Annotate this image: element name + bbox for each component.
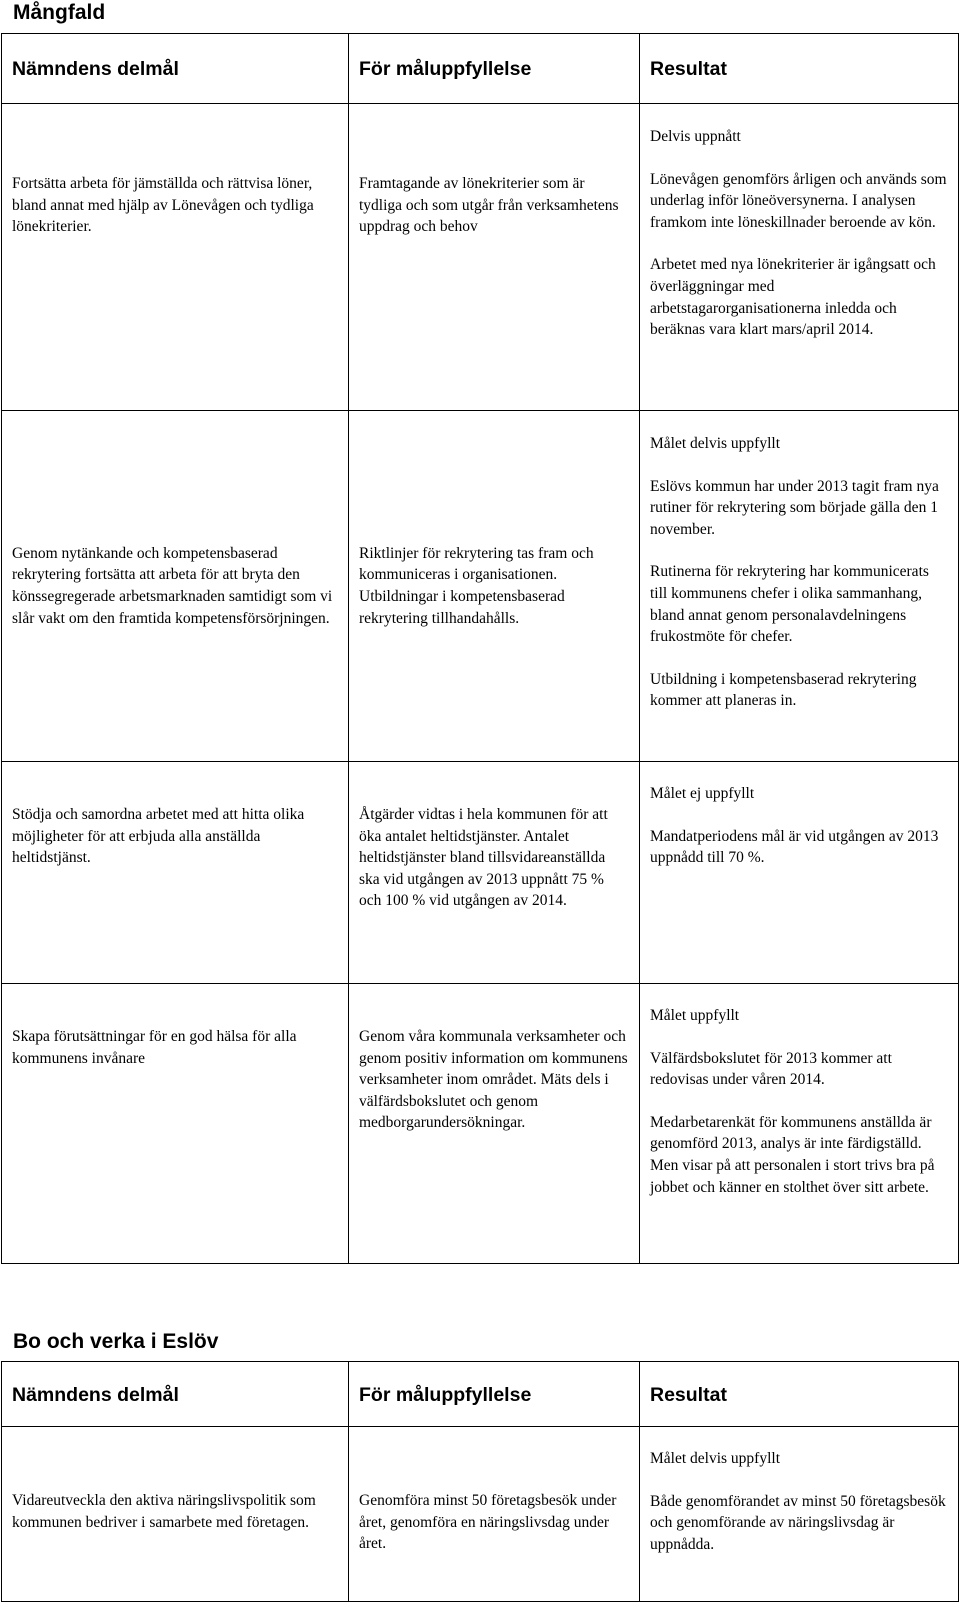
goal-text: Stödja och samordna arbetet med att hitta olika möjligheter för att erbjuda alla anställda heltidstjänst. xyxy=(12,806,305,867)
measure-text: Framtagande av lönekriterier som är tydliga och som utgår från verksamhetens uppdrag och behov xyxy=(359,175,619,236)
result-cell xyxy=(640,411,959,762)
measure-text: Genom våra kommunala verksamheter och genom positiv information om kommunens verksamheter inom området. Mäts dels i välfärdsbokslutet och genom medborgarundersökningar. xyxy=(359,1028,628,1132)
measure-cell xyxy=(349,104,640,411)
result-text: Mandatperiodens mål är vid utgången av 2013 uppnådd till 70 %. xyxy=(650,827,939,867)
result-cell xyxy=(640,984,959,1264)
measure-cell xyxy=(349,762,640,984)
result-text: Både genomförandet av minst 50 företagsbesök och genomförande av näringslivsdag är uppnådda. xyxy=(650,1492,946,1553)
table-header-row xyxy=(2,34,959,104)
section-title-bo-och-verka: Bo och verka i Eslöv xyxy=(13,1330,219,1353)
result-text: Lönevågen genomförs årligen och används som underlag inför löneöversynerna. I analysen framkom inte löneskillnader beroende av kön. xyxy=(650,170,947,231)
status-text: Målet delvis uppfyllt xyxy=(650,435,781,452)
goal-cell xyxy=(2,984,349,1264)
measure-text: Genomföra minst 50 företagsbesök under året, genomföra en näringslivsdag under året. xyxy=(359,1492,617,1553)
status-text: Målet uppfyllt xyxy=(650,1007,740,1024)
goals-table-mangfald xyxy=(1,33,959,1264)
measure-text: Åtgärder vidtas i hela kommunen för att öka antalet heltidstjänster. Antalet heltidstjänster bland tillsvidareanställda ska vid utgången av 2013 uppnått 75 % och 100 % vid utgången av 2014. xyxy=(359,806,608,910)
table-row xyxy=(2,762,959,984)
table-header-row xyxy=(2,1362,959,1427)
result-cell xyxy=(640,1427,959,1602)
table-row xyxy=(2,984,959,1264)
goal-text: Skapa förutsättningar för en god hälsa för alla kommunens invånare xyxy=(12,1028,297,1067)
header-maluppfyllelse: För måluppfyllelse xyxy=(349,1362,640,1427)
status-text: Målet ej uppfyllt xyxy=(650,785,755,802)
result-cell xyxy=(640,104,959,411)
goal-cell xyxy=(2,1427,349,1602)
result-cell xyxy=(640,762,959,984)
table-row xyxy=(2,104,959,411)
status-text: Målet delvis uppfyllt xyxy=(650,1450,781,1467)
result-text: Eslövs kommun har under 2013 tagit fram nya rutiner för rekrytering som började gälla den 1 november. xyxy=(650,477,939,538)
goal-cell xyxy=(2,104,349,411)
table-row xyxy=(2,411,959,762)
status-text: Delvis uppnått xyxy=(650,128,741,145)
table-row xyxy=(2,1427,959,1602)
result-text: Arbetet med nya lönekriterier är igångsatt och överläggningar med arbetstagarorganisationerna inledda och beräknas vara klart mars/april 2014. xyxy=(650,256,936,339)
header-resultat: Resultat xyxy=(640,34,959,104)
result-text: Medarbetarenkät för kommunens anställda är genomförd 2013, analys är inte färdigställd. Men visar på att personalen i stort trivs bra på jobbet och känner en stolthet över sitt arbete. xyxy=(650,1113,935,1196)
measure-cell xyxy=(349,984,640,1264)
goal-text: Vidareutveckla den aktiva näringslivspolitik som kommunen bedriver i samarbete med företagen. xyxy=(12,1492,316,1531)
section-title-mangfald: Mångfald xyxy=(13,1,106,24)
header-delmal: Nämndens delmål xyxy=(2,34,349,104)
measure-cell xyxy=(349,1427,640,1602)
result-text: Utbildning i kompetensbaserad rekrytering kommer att planeras in. xyxy=(650,670,917,710)
goal-cell xyxy=(2,411,349,762)
result-text: Välfärdsbokslutet för 2013 kommer att redovisas under våren 2014. xyxy=(650,1049,892,1089)
goal-cell xyxy=(2,762,349,984)
header-resultat: Resultat xyxy=(640,1362,959,1427)
measure-text: Riktlinjer för rekrytering tas fram och kommuniceras i organisationen. Utbildningar i kompetensbaserad rekrytering tillhandahålls. xyxy=(359,544,594,627)
result-text: Rutinerna för rekrytering har kommunicerats till kommunens chefer i olika sammanhang, bland annat genom personalavdelningens frukostmöte för chefer. xyxy=(650,563,929,646)
goal-text: Genom nytänkande och kompetensbaserad rekrytering fortsätta att arbeta för att bryta den könssegregerade arbetsmarknaden samtidigt som vi slår vakt om den framtida kompetensförsörjningen. xyxy=(12,544,333,627)
header-maluppfyllelse: För måluppfyllelse xyxy=(349,34,640,104)
header-delmal: Nämndens delmål xyxy=(2,1362,349,1427)
goals-table-bo-och-verka xyxy=(1,1361,959,1602)
measure-cell xyxy=(349,411,640,762)
goal-text: Fortsätta arbeta för jämställda och rättvisa löner, bland annat med hjälp av Lönevågen och tydliga lönekriterier. xyxy=(12,175,314,236)
